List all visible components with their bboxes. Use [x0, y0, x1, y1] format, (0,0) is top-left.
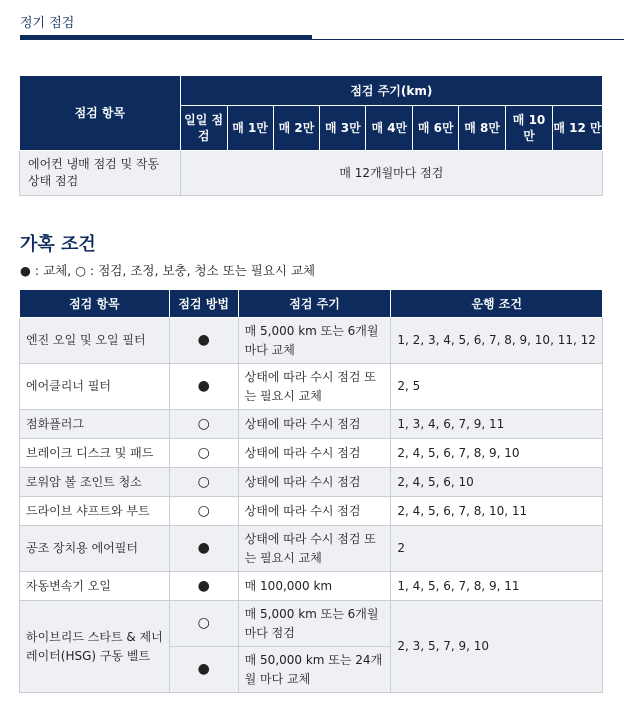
item-cell: 로워암 볼 조인트 청소 — [20, 468, 170, 497]
interval-header: 매 8만 — [459, 106, 506, 151]
table-row — [20, 572, 603, 601]
item-cell: 드라이브 샤프트와 부트 — [20, 497, 170, 526]
item-cell: 에어클리너 필터 — [20, 364, 170, 410]
conditions-cell: 2, 4, 5, 6, 10 — [391, 468, 603, 497]
method-mark: ○ — [169, 410, 238, 439]
conditions-cell: 1, 3, 4, 6, 7, 9, 11 — [391, 410, 603, 439]
table-row — [20, 526, 603, 572]
item-cell: 공조 장치용 에어필터 — [20, 526, 170, 572]
inspection-table — [19, 75, 603, 196]
item-cell: 브레이크 디스크 및 패드 — [20, 439, 170, 468]
table-row — [20, 497, 603, 526]
interval-header: 매 6만 — [413, 106, 459, 151]
table-row — [20, 151, 603, 196]
item-cell: 자동변속기 오일 — [20, 572, 170, 601]
method-mark: ● — [169, 526, 238, 572]
method-mark: ○ — [169, 601, 238, 647]
severe-conditions-table — [19, 289, 603, 693]
conditions-cell: 1, 4, 5, 6, 7, 8, 9, 11 — [391, 572, 603, 601]
cycle-cell: 상태에 따라 수시 점검 — [238, 468, 391, 497]
method-mark: ○ — [169, 497, 238, 526]
item-cell: 점화플러그 — [20, 410, 170, 439]
method-mark: ● — [169, 364, 238, 410]
table-row — [20, 410, 603, 439]
cycle-cell: 상태에 따라 수시 점검 또는 필요시 교체 — [238, 364, 391, 410]
table-row — [20, 439, 603, 468]
cycle-cell: 매 5,000 km 또는 6개월마다 교체 — [238, 318, 391, 364]
interval-header: 매 2만 — [273, 106, 320, 151]
inspection-header-item: 점검 항목 — [20, 76, 181, 151]
header-method: 점검 방법 — [169, 290, 238, 318]
table-row — [20, 364, 603, 410]
legend: ● : 교체, ○ : 점검, 조정, 보충, 청소 또는 필요시 교체 — [20, 263, 316, 278]
interval-header: 일일 점검 — [180, 106, 227, 151]
method-mark: ○ — [169, 439, 238, 468]
interval-header: 매 4만 — [366, 106, 413, 151]
cycle-cell: 상태에 따라 수시 점검 또는 필요시 교체 — [238, 526, 391, 572]
table-row — [20, 318, 603, 364]
section-rule-thin — [312, 39, 624, 40]
cycle-cell: 매 100,000 km — [238, 572, 391, 601]
header-cycle: 점검 주기 — [238, 290, 391, 318]
cycle-cell: 상태에 따라 수시 점검 — [238, 439, 391, 468]
method-mark: ● — [169, 572, 238, 601]
table-row — [20, 601, 603, 647]
cycle-cell: 상태에 따라 수시 점검 — [238, 410, 391, 439]
method-mark: ○ — [169, 468, 238, 497]
conditions-cell: 1, 2, 3, 4, 5, 6, 7, 8, 9, 10, 11, 12 — [391, 318, 603, 364]
interval-header: 매 10 만 — [506, 106, 553, 151]
table-row — [20, 468, 603, 497]
item-cell: 엔진 오일 및 오일 필터 — [20, 318, 170, 364]
interval-header: 매 3만 — [320, 106, 366, 151]
inspection-header-interval: 점검 주기(km) — [180, 76, 602, 106]
inspection-item-cell: 에어컨 냉매 점검 및 작동 상태 점검 — [20, 151, 181, 196]
header-item: 점검 항목 — [20, 290, 170, 318]
conditions-cell: 2, 4, 5, 6, 7, 8, 9, 10 — [391, 439, 603, 468]
item-cell: 하이브리드 스타트 & 제너레이터(HSG) 구동 벨트 — [20, 601, 170, 693]
inspection-value-cell: 매 12개월마다 점검 — [180, 151, 602, 196]
method-mark: ● — [169, 318, 238, 364]
cycle-cell: 매 5,000 km 또는 6개월 마다 점검 — [238, 601, 391, 647]
conditions-cell: 2 — [391, 526, 603, 572]
header-conditions: 운행 조건 — [391, 290, 603, 318]
section-title: 정기 점검 — [20, 16, 75, 31]
method-mark: ● — [169, 647, 238, 693]
cycle-cell: 매 50,000 km 또는 24개월 마다 교체 — [238, 647, 391, 693]
interval-header: 매 1만 — [227, 106, 273, 151]
interval-header: 매 12 만 — [553, 106, 603, 151]
conditions-cell: 2, 4, 5, 6, 7, 8, 10, 11 — [391, 497, 603, 526]
severe-conditions-title: 가혹 조건 — [20, 234, 96, 255]
cycle-cell: 상태에 따라 수시 점검 — [238, 497, 391, 526]
conditions-cell: 2, 3, 5, 7, 9, 10 — [391, 601, 603, 693]
conditions-cell: 2, 5 — [391, 364, 603, 410]
section-rule-thick — [20, 35, 312, 40]
